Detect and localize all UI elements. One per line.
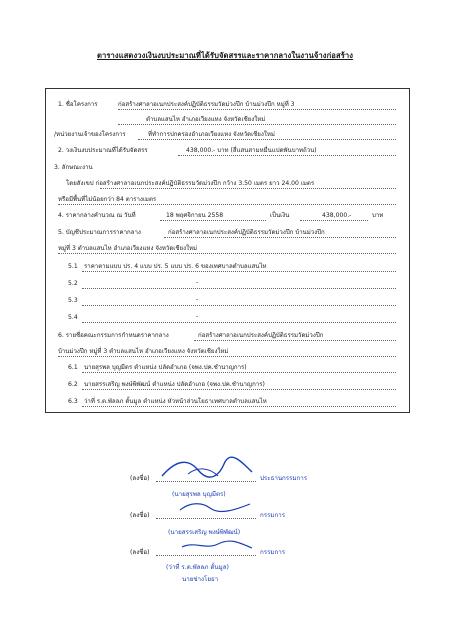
dotted-line bbox=[58, 253, 396, 254]
dotted-line bbox=[82, 288, 396, 289]
item-1-value-b: ตำบลแสนไห อำเภอเวียงแหง จังหวัดเชียงใหม่ bbox=[146, 116, 266, 123]
signature-1-name: (นายสุรพล บุญมีตร) bbox=[172, 491, 226, 498]
item-5-value-b: หมู่ที่ 3 ตำบลแสนไห อำเภอเวียงแหง จังหวัดเชียงใหม่ bbox=[58, 245, 198, 252]
item-6-1-label: 6.1 bbox=[68, 364, 78, 371]
dotted-line bbox=[82, 406, 396, 407]
item-6-3-label: 6.3 bbox=[68, 398, 78, 405]
dotted-line bbox=[100, 188, 396, 189]
item-3-value-b: หรือมีพื้นที่ไม่น้อยกว่า 84 ตารางเมตร bbox=[58, 196, 157, 203]
dotted-line bbox=[156, 555, 256, 556]
dotted-line bbox=[58, 356, 396, 357]
dotted-line bbox=[138, 139, 396, 140]
item-6-value-a: ก่อสร้างศาลาอเนกประสงค์ปฏิบัติธรรมวัดม่วงปึก bbox=[198, 332, 324, 339]
item-4-unit: บาท bbox=[372, 212, 384, 219]
item-1-label: 1. ชื่อโครงการ bbox=[58, 101, 98, 108]
dotted-line bbox=[82, 322, 396, 323]
item-5-1-label: 5.1 bbox=[68, 263, 78, 270]
item-5-3-dash: - bbox=[196, 295, 199, 303]
dotted-line bbox=[82, 389, 396, 390]
dotted-line bbox=[58, 204, 396, 205]
item-5-value-a: ก่อสร้างศาลาอเนกประสงค์ปฏิบัติธรรมวัดม่วงปึก บ้านม่วงปึก bbox=[168, 229, 325, 236]
dotted-line bbox=[164, 237, 396, 238]
item-4-date: 18 พฤศจิกายน 2558 bbox=[166, 212, 224, 219]
item-6-2-value: นายสรรเสริญ พงษ์พิพัฒน์ ตำแหน่ง ปลัดอำเภอ (จพง.ปค.ชำนาญการ) bbox=[84, 381, 265, 388]
item-5-2-dash: - bbox=[196, 278, 199, 286]
item-3-label: 3. ลักษณะงาน bbox=[54, 164, 93, 171]
item-6-value-b: บ้านม่วงปึก หมู่ที่ 3 ตำบลแสนไห อำเภอเวียงแหง จังหวัดเชียงใหม่ bbox=[58, 348, 229, 355]
signature-3-position: นายช่างโยธา bbox=[182, 576, 219, 583]
dotted-line bbox=[156, 518, 256, 519]
signature-2-scrawl bbox=[176, 500, 256, 514]
signature-1-prefix: (ลงชื่อ) bbox=[130, 475, 150, 482]
item-4-mid: เป็นเงิน bbox=[270, 212, 290, 219]
item-5-2-label: 5.2 bbox=[68, 280, 78, 287]
item-4-label: 4. ราคากลางคำนวณ ณ วันที่ bbox=[58, 212, 136, 219]
signature-3-role: กรรมการ bbox=[260, 549, 286, 556]
signature-2-prefix: (ลงชื่อ) bbox=[130, 512, 150, 519]
document-title: ตารางแสดงวงเงินงบประมาณที่ได้รับจัดสรรและราคากลางในงานจ้างก่อสร้าง bbox=[96, 51, 354, 60]
signature-2-role: กรรมการ bbox=[260, 512, 286, 519]
dotted-line bbox=[156, 481, 256, 482]
item-5-4-label: 5.4 bbox=[68, 314, 78, 321]
item-5-label: 5. บัญชีประมาณการราคากลาง bbox=[58, 229, 141, 236]
item-1-agency-value: ที่ทำการปกครองอำเภอเวียงแหง จังหวัดเชียงใหม่ bbox=[148, 131, 275, 138]
signature-1-scrawl bbox=[158, 456, 258, 482]
item-6-label: 6. รายชื่อคณะกรรมการกำหนดราคากลาง bbox=[58, 332, 169, 339]
item-6-2-label: 6.2 bbox=[68, 381, 78, 388]
item-5-1-value: ราคาตามแบบ ปร. 4 แบบ ปร. 5 แบบ ปร. 6 ของเทศบาลตำบลแสนไห bbox=[84, 263, 267, 270]
item-3-value-a: โดยสังเขป ก่อสร้างศาลาอเนกประสงค์ปฏิบัติธรรมวัดม่วงปึก กว้าง 3.50 เมตร ยาว 24.00 เมตร bbox=[66, 180, 315, 187]
item-1-agency-label: /หน่วยงานเจ้าของโครงการ bbox=[54, 131, 126, 138]
dotted-line bbox=[82, 271, 396, 272]
item-6-3-value: ว่าที่ ร.ต.พัลลภ ตั้นมูล ตำแหน่ง หัวหน้าส่วนโยธาเทศบาลตำบลแสนไห bbox=[84, 398, 267, 405]
item-2-label: 2. วงเงินงบประมาณที่ได้รับจัดสรร bbox=[58, 147, 148, 154]
dotted-line bbox=[160, 220, 266, 221]
dotted-line bbox=[194, 340, 396, 341]
item-5-4-dash: - bbox=[196, 312, 199, 320]
dotted-line bbox=[118, 109, 396, 110]
item-6-1-value: นายสุรพล บุญมีตร ตำแหน่ง ปลัดอำเภอ (จพง.ปค.ชำนาญการ) bbox=[84, 364, 247, 371]
dotted-line bbox=[300, 220, 368, 221]
item-1-value-a: ก่อสร้างศาลาอเนกประสงค์ปฏิบัติธรรมวัดม่วงปึก บ้านม่วงปึก หมู่ที่ 3 bbox=[118, 101, 295, 108]
dotted-line bbox=[82, 372, 396, 373]
item-4-amount: 438,000.- bbox=[322, 212, 352, 219]
signature-3-scrawl bbox=[178, 538, 258, 552]
dotted-line bbox=[118, 124, 396, 125]
item-5-3-label: 5.3 bbox=[68, 297, 78, 304]
signature-3-prefix: (ลงชื่อ) bbox=[130, 549, 150, 556]
dotted-line bbox=[178, 155, 396, 156]
item-2-value: 438,000.- บาท (สี่แสนสามหมื่นแปดพันบาทถ้วน) bbox=[186, 147, 317, 154]
signature-1-role: ประธานกรรมการ bbox=[260, 475, 308, 482]
signature-3-name: (ว่าที่ ร.ต.พัลลภ ตั้นมูล) bbox=[166, 564, 229, 571]
dotted-line bbox=[82, 305, 396, 306]
signature-2-name: (นายสรรเสริญ พงษ์พิพัฒน์) bbox=[168, 529, 241, 536]
